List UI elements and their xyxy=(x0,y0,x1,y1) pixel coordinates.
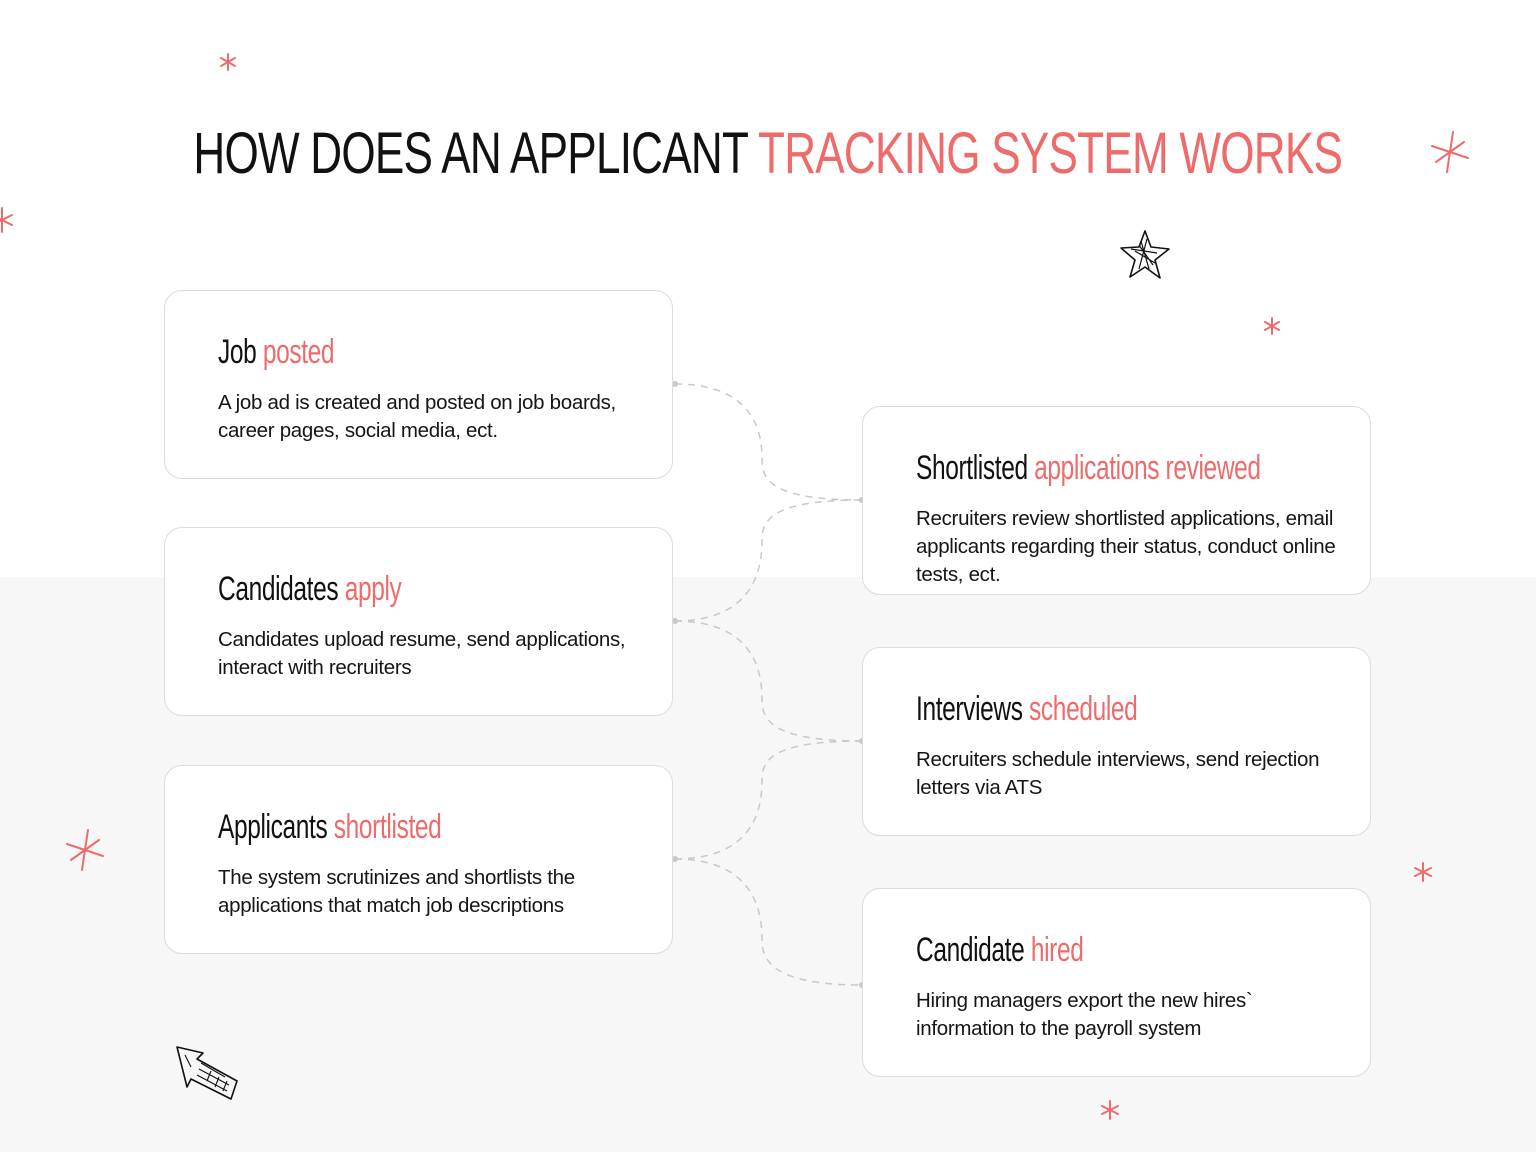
scribble-star-icon xyxy=(1121,231,1169,278)
step-card-applicants-shortlisted xyxy=(164,765,673,954)
step-card-candidates-apply xyxy=(164,527,673,716)
page-title xyxy=(0,112,1536,196)
title-accent-part: TRACKING SYSTEM WORKS xyxy=(758,121,1343,186)
sparkle-icon xyxy=(221,54,235,70)
step-description: Candidates upload resume, send applications, interact with recruiters xyxy=(218,628,626,679)
step-title: Shortlisted applications reviewed xyxy=(916,449,1261,487)
step-description: A job ad is created and posted on job boards, career pages, social media, ect. xyxy=(218,391,616,442)
step-description: Recruiters review shortlisted applications, email applicants regarding their status, conduct online tests, ect. xyxy=(916,507,1336,586)
step-title: Applicants shortlisted xyxy=(218,808,442,846)
step-card-candidate-hired xyxy=(862,888,1371,1077)
step-title: Job posted xyxy=(218,333,335,371)
step-card-applications-reviewed xyxy=(862,406,1371,595)
step-title: Candidate hired xyxy=(916,931,1084,969)
sparkle-icon xyxy=(0,208,12,232)
step-title: Candidates apply xyxy=(218,570,402,608)
step-description: The system scrutinizes and shortlists the applications that match job descriptions xyxy=(218,866,575,917)
step-card-job-posted xyxy=(164,290,673,479)
sparkle-icon xyxy=(1265,318,1279,334)
step-description: Hiring managers export the new hires` information to the payroll system xyxy=(916,989,1253,1040)
connector-1-to-4 xyxy=(675,384,862,500)
step-description: Recruiters schedule interviews, send rejection letters via ATS xyxy=(916,748,1320,799)
step-card-interviews-scheduled xyxy=(862,647,1371,836)
title-dark-part: HOW DOES AN APPLICANT xyxy=(193,121,748,186)
step-title: Interviews scheduled xyxy=(916,690,1138,728)
